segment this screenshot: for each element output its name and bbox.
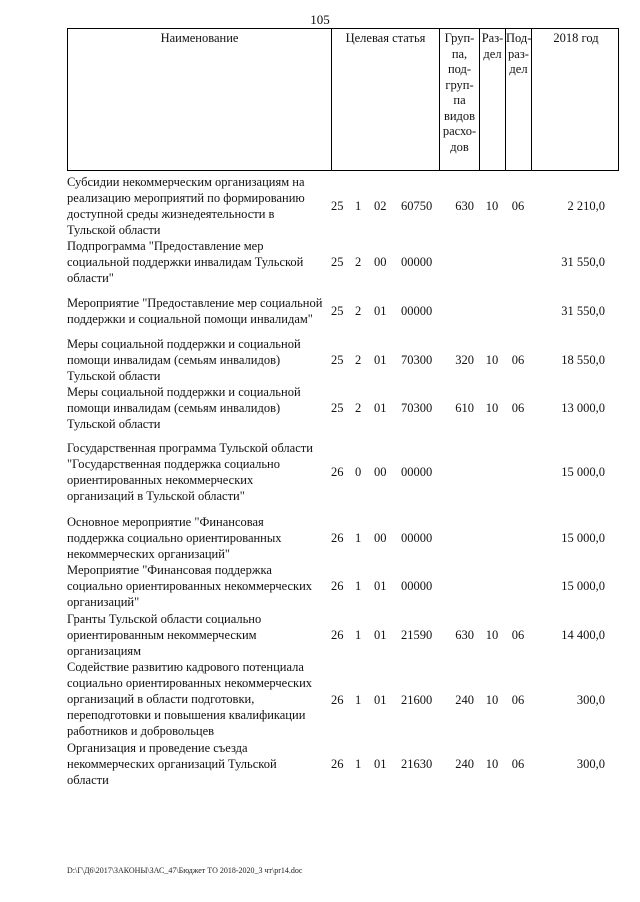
row-name xyxy=(67,238,331,286)
row-name-line: работников и добровольцев xyxy=(67,724,215,738)
event-code: 01 xyxy=(374,579,387,593)
subprogram-code: 2 xyxy=(355,304,362,318)
row-name xyxy=(67,514,331,562)
row-name-line: социально ориентированных некоммерческих xyxy=(67,676,313,690)
row-name-line: социальной поддержки инвалидам Тульской xyxy=(67,255,304,269)
row-name xyxy=(67,295,331,327)
header-group-line: па, xyxy=(451,46,468,61)
row-name-line: Организация и проведение съезда xyxy=(67,741,248,755)
header-subsection-line: Под- xyxy=(506,31,532,45)
subprogram-code: 1 xyxy=(355,757,362,771)
direction-code: 00000 xyxy=(401,465,433,479)
row-name-line: Гранты Тульской области социально xyxy=(67,612,262,626)
subprogram-code: 0 xyxy=(355,465,362,479)
event-code: 01 xyxy=(374,353,387,367)
header-group-line: видов xyxy=(443,108,476,123)
subprogram-code: 1 xyxy=(355,628,362,642)
section: 10 xyxy=(485,628,499,642)
subsection: 06 xyxy=(511,693,525,707)
header-name: Наименование xyxy=(68,29,332,170)
expense-group: 630 xyxy=(455,628,474,642)
subsection: 06 xyxy=(511,401,525,415)
event-code: 00 xyxy=(374,255,387,269)
row-name-line: ориентированных некоммерческих xyxy=(67,473,254,487)
event-code: 00 xyxy=(374,531,387,545)
amount-2018: 15 000,0 xyxy=(561,465,605,479)
event-code: 02 xyxy=(374,199,387,213)
row-name-line: области" xyxy=(67,271,114,285)
row-name xyxy=(67,740,331,788)
row-name-line: Субсидии некоммерческим организациям на xyxy=(67,175,305,189)
header-year: 2018 год xyxy=(553,31,599,45)
amount-2018: 15 000,0 xyxy=(561,579,605,593)
header-section-line: дел xyxy=(483,46,502,61)
expense-group: 240 xyxy=(455,693,474,707)
subsection: 06 xyxy=(511,628,525,642)
row-name xyxy=(67,659,331,739)
row-name-line: Мероприятие "Финансовая поддержка xyxy=(67,563,272,577)
row-name-line: реализацию мероприятий по формированию xyxy=(67,191,305,205)
row-name-line: некоммерческих организаций Тульской xyxy=(67,757,277,771)
row-name xyxy=(67,336,331,384)
row-name-line: Тульской области xyxy=(67,417,161,431)
expense-group: 240 xyxy=(455,757,474,771)
header-section-line: Раз- xyxy=(481,31,504,45)
direction-code: 00000 xyxy=(401,304,433,318)
table-header xyxy=(67,28,619,171)
program-code: 26 xyxy=(331,693,344,707)
amount-2018: 300,0 xyxy=(576,757,605,771)
row-name-line: Меры социальной поддержки и социальной xyxy=(67,337,301,351)
row-name-line: организаций в Тульской области" xyxy=(67,489,245,503)
subsection: 06 xyxy=(511,199,525,213)
subprogram-code: 1 xyxy=(355,199,362,213)
program-code: 25 xyxy=(331,199,344,213)
row-name-line: Содействие развитию кадрового потенциала xyxy=(67,660,304,674)
row-name-line: Меры социальной поддержки и социальной xyxy=(67,385,301,399)
section: 10 xyxy=(485,199,499,213)
subprogram-code: 1 xyxy=(355,531,362,545)
direction-code: 70300 xyxy=(401,353,433,367)
row-name-line: Тульской области xyxy=(67,223,161,237)
amount-2018: 31 550,0 xyxy=(561,304,605,318)
event-code: 01 xyxy=(374,401,387,415)
header-expense-group xyxy=(440,29,480,170)
section: 10 xyxy=(485,353,499,367)
section: 10 xyxy=(485,757,499,771)
program-code: 26 xyxy=(331,579,344,593)
program-code: 25 xyxy=(331,401,344,415)
row-name-line: помощи инвалидам (семьям инвалидов) xyxy=(67,401,281,415)
header-section xyxy=(480,29,506,170)
row-name-line: Основное мероприятие "Финансовая xyxy=(67,515,264,529)
amount-2018: 2 210,0 xyxy=(567,199,605,213)
row-name xyxy=(67,384,331,432)
program-code: 26 xyxy=(331,465,344,479)
row-name-line: переподготовки и повышения квалификации xyxy=(67,708,306,722)
row-name-line: ориентированным некоммерческим xyxy=(67,628,257,642)
expense-group: 320 xyxy=(455,353,474,367)
row-name-line: Подпрограмма "Предоставление мер xyxy=(67,239,264,253)
expense-group: 630 xyxy=(455,199,474,213)
program-code: 26 xyxy=(331,757,344,771)
section: 10 xyxy=(485,693,499,707)
row-name-line: Мероприятие "Предоставление мер социальной xyxy=(67,296,323,310)
row-name-line: организациям xyxy=(67,644,142,658)
direction-code: 70300 xyxy=(401,401,433,415)
row-name xyxy=(67,562,331,610)
header-group-line: дов xyxy=(450,139,469,154)
program-code: 26 xyxy=(331,628,344,642)
amount-2018: 31 550,0 xyxy=(561,255,605,269)
row-name-line: поддержка социально ориентированных xyxy=(67,531,282,545)
subprogram-code: 2 xyxy=(355,255,362,269)
program-code: 25 xyxy=(331,255,344,269)
file-path-footer: D:\Г\Д6\2017\ЗАКОНЫ\ЗАС_47\Бюджет ТО 2018-2020_3 чт\pr14.doc xyxy=(67,866,303,875)
row-name-line: социально ориентированных некоммерческих xyxy=(67,579,313,593)
direction-code: 21600 xyxy=(401,693,433,707)
amount-2018: 300,0 xyxy=(576,693,605,707)
row-name-line: некоммерческих организаций" xyxy=(67,547,231,561)
event-code: 00 xyxy=(374,465,387,479)
header-group-line: груп- xyxy=(445,77,474,92)
row-name-line: помощи инвалидам (семьям инвалидов) xyxy=(67,353,281,367)
program-code: 25 xyxy=(331,304,344,318)
expense-group: 610 xyxy=(455,401,474,415)
row-name-line: доступной среды жизнедеятельности в xyxy=(67,207,275,221)
header-subsection-line: дел xyxy=(509,62,528,76)
amount-2018: 14 400,0 xyxy=(561,628,605,642)
row-name-line: организаций" xyxy=(67,595,140,609)
header-group-line: Груп- xyxy=(444,31,475,45)
row-name-line: организаций в области подготовки, xyxy=(67,692,255,706)
program-code: 25 xyxy=(331,353,344,367)
row-name xyxy=(67,611,331,659)
subprogram-code: 2 xyxy=(355,401,362,415)
event-code: 01 xyxy=(374,757,387,771)
event-code: 01 xyxy=(374,304,387,318)
amount-2018: 18 550,0 xyxy=(561,353,605,367)
amount-2018: 15 000,0 xyxy=(561,531,605,545)
row-name xyxy=(67,440,331,504)
row-name-line: Государственная программа Тульской области xyxy=(67,441,313,455)
row-name xyxy=(67,174,331,238)
subprogram-code: 2 xyxy=(355,353,362,367)
page-number: 105 xyxy=(310,12,330,27)
subprogram-code: 1 xyxy=(355,579,362,593)
row-name-line: поддержки и социальной помощи инвалидам" xyxy=(67,312,313,326)
event-code: 01 xyxy=(374,628,387,642)
row-name-line: "Государственная поддержка социально xyxy=(67,457,280,471)
header-subsection xyxy=(506,29,532,170)
event-code: 01 xyxy=(374,693,387,707)
row-name-line: Тульской области xyxy=(67,369,161,383)
header-group-line: под- xyxy=(447,62,472,76)
section: 10 xyxy=(485,401,499,415)
direction-code: 00000 xyxy=(401,255,433,269)
subsection: 06 xyxy=(511,757,525,771)
direction-code: 00000 xyxy=(401,579,433,593)
subsection: 06 xyxy=(511,353,525,367)
direction-code: 60750 xyxy=(401,199,433,213)
header-target-article: Целевая статья xyxy=(332,29,440,170)
direction-code: 00000 xyxy=(401,531,433,545)
header-group-line: па xyxy=(453,93,466,107)
header-group-line: расхо- xyxy=(442,124,477,138)
direction-code: 21590 xyxy=(401,628,433,642)
header-subsection-line: раз- xyxy=(508,46,529,61)
program-code: 26 xyxy=(331,531,344,545)
amount-2018: 13 000,0 xyxy=(561,401,605,415)
row-name-line: области xyxy=(67,773,109,787)
direction-code: 21630 xyxy=(401,757,433,771)
subprogram-code: 1 xyxy=(355,693,362,707)
